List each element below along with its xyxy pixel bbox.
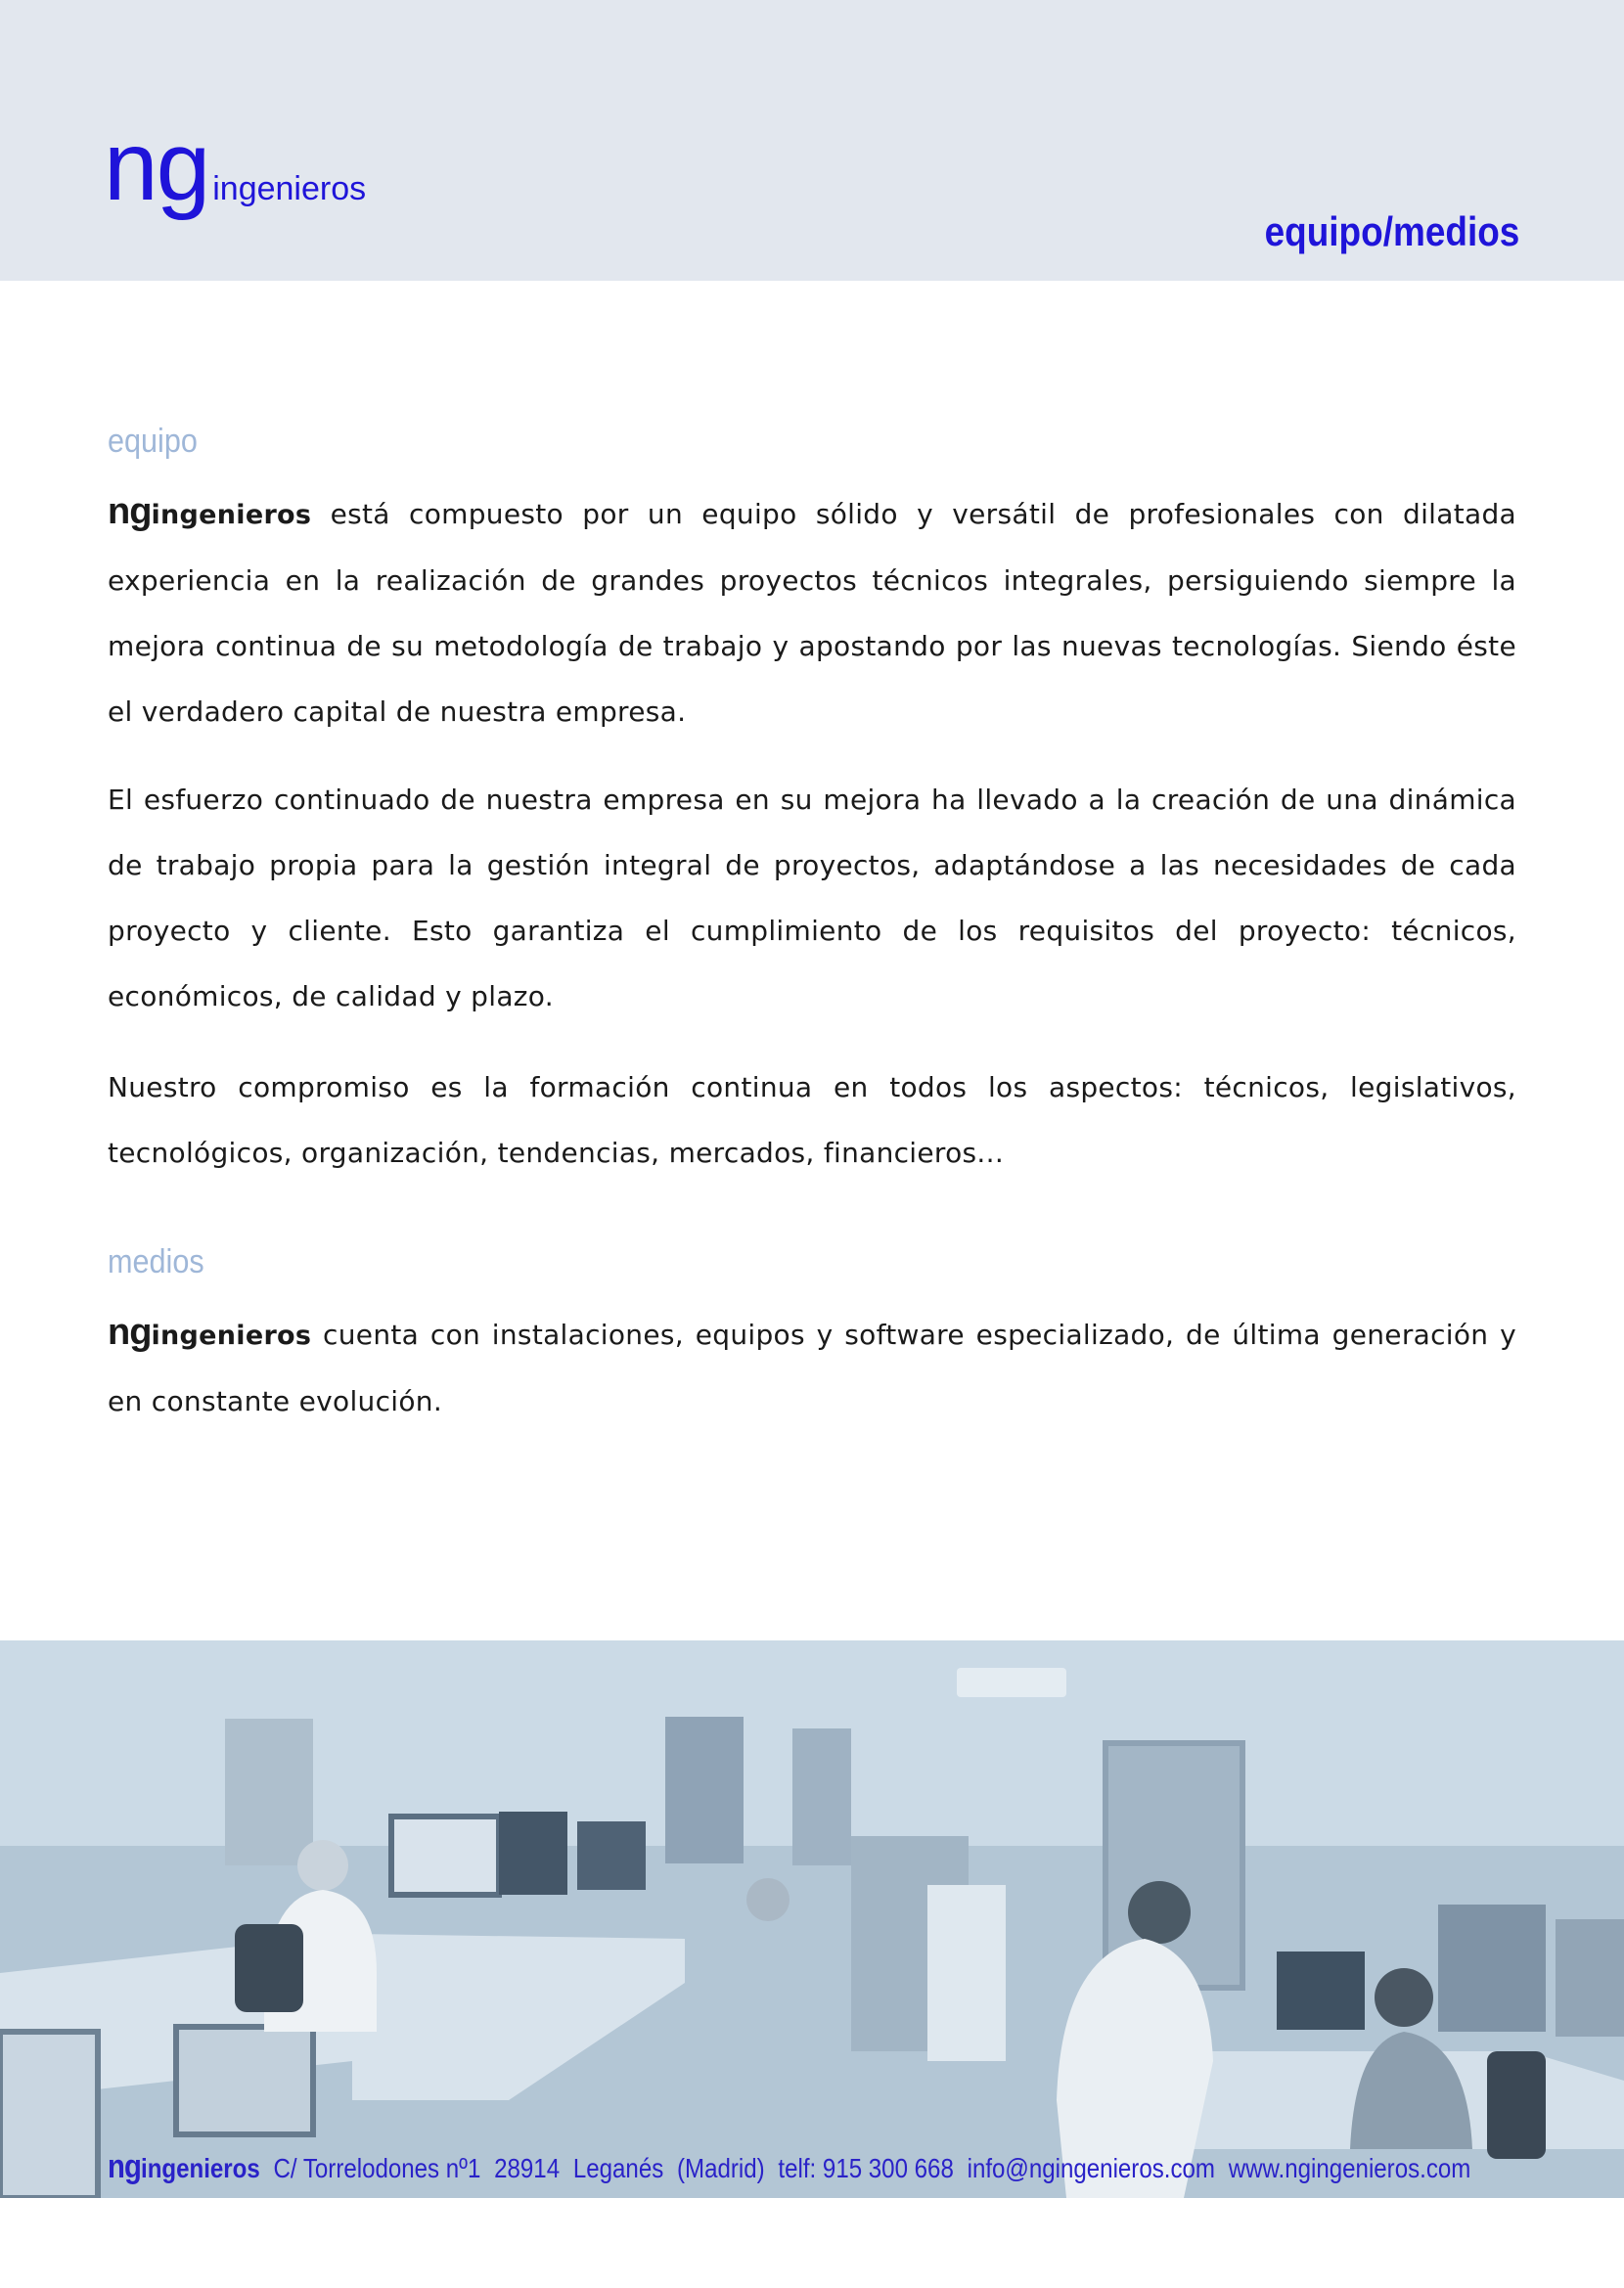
binders-shape (927, 1885, 1006, 2061)
footer-city: Leganés (572, 2153, 664, 2183)
poster-shape (1556, 1919, 1624, 2037)
footer-brand-ng: ng (108, 2148, 142, 2185)
door-shape (792, 1728, 851, 1865)
monitor-shape (1277, 1952, 1365, 2030)
office-photo (0, 1640, 1624, 2198)
footer-email-link[interactable]: info@ngingenieros.com (967, 2153, 1215, 2183)
person-head-shape (297, 1840, 348, 1891)
monitor-shape (577, 1821, 646, 1890)
chair-shape (1487, 2051, 1546, 2159)
air-conditioner-shape (957, 1668, 1066, 1697)
monitor-shape (391, 1817, 499, 1895)
monitor-shape (0, 2032, 98, 2198)
company-logo (104, 112, 367, 221)
poster-shape (1438, 1905, 1546, 2032)
footer-website-link[interactable]: www.ngingenieros.com (1228, 2153, 1471, 2183)
footer-phone: telf: 915 300 668 (778, 2153, 954, 2183)
chair-shape (235, 1924, 303, 2012)
inline-brand-ing: ingenieros (151, 500, 312, 530)
inline-brand (108, 491, 312, 532)
paragraph-medios-1 (108, 1300, 1516, 1434)
paragraph-equipo-3: Nuestro compromiso es la formación continua en todos los aspectos: técnicos, legislativos, tecnológicos, organización, tendencias, mercados, financieros... (108, 1071, 1516, 1169)
person-head-shape (1375, 1968, 1433, 2027)
page-header (0, 0, 1624, 281)
section-title: equipo/medios (1264, 208, 1519, 254)
inline-brand-ng: ng (108, 491, 152, 532)
person-head-shape (746, 1878, 789, 1921)
office-scene-illustration (0, 1640, 1624, 2198)
monitor-shape (176, 2027, 313, 2134)
inline-brand-ng: ng (108, 1312, 152, 1353)
footer-brand-ing: ingenieros (141, 2153, 260, 2183)
paragraph-equipo-1 (108, 479, 1516, 744)
person-head-shape (1128, 1881, 1191, 1944)
footer-region: (Madrid) (677, 2153, 765, 2183)
page-footer (108, 2148, 1471, 2186)
door-shape (665, 1717, 744, 1863)
footer-postal-code: 28914 (494, 2153, 561, 2183)
footer-address: C/ Torrelodones nº1 (273, 2153, 481, 2183)
logo-ingenieros: ingenieros (212, 170, 367, 207)
paragraph-equipo-1-text: está compuesto por un equipo sólido y versátil de profesionales con dilatada experiencia en la realización de grandes proyectos técnicos integrales, persiguiendo siempre la mejora continua de su metodología de trabajo y apostando por las nuevas tecnologías. Siendo éste el verdadero capital de nuestra empresa. (108, 498, 1516, 728)
monitor-shape (499, 1812, 567, 1895)
heading-equipo: equipo (108, 423, 198, 460)
footer-brand (108, 2148, 260, 2185)
logo-ng: ng (104, 112, 209, 221)
heading-medios: medios (108, 1243, 204, 1280)
paragraph-equipo-2: El esfuerzo continuado de nuestra empresa en su mejora ha llevado a la creación de una dinámica de trabajo propia para la gestión integral de proyectos, adaptándose a las necesidades de cada proyecto y cliente. Esto garantiza el cumplimiento de los requisitos del proyecto: técnicos, económicos, de calidad y plazo. (108, 784, 1516, 1012)
inline-brand-ing: ingenieros (151, 1321, 312, 1351)
cabinet-shape (225, 1719, 313, 1865)
paragraph-medios-1-text: cuenta con instalaciones, equipos y software especializado, de última generación y en constante evolución. (108, 1319, 1516, 1417)
inline-brand (108, 1312, 312, 1353)
